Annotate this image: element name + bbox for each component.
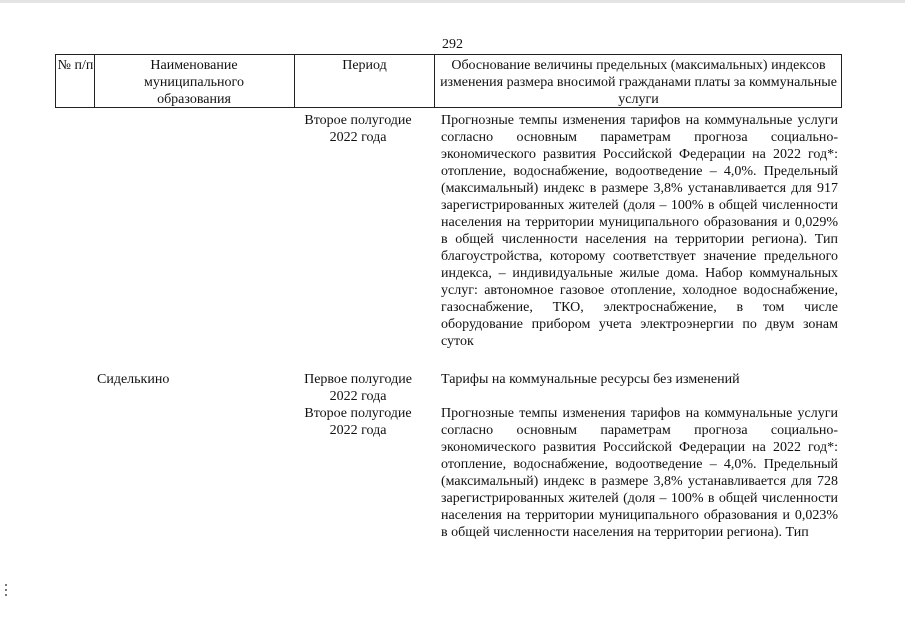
scan-artifact (4, 582, 8, 606)
row-1-period: Второе полугодие 2022 года (304, 113, 412, 145)
scan-edge (0, 0, 905, 3)
column-divider (94, 55, 95, 107)
row-3-justification: Прогнозные темпы изменения тарифов на коммунальные услуги согласно основным параметрам прогноза социально-экономического развития Российской Федерации на 2022 год*: отопление, водоснабжение, водоотведение – 4,0%. Предельный (максимальный) индекс в размере 3,8% устанавливается для 728 зарегистрированных жителей (доля – 100% в общей численности населения на территории муниципального образования и 0,023% в общей численности населения на территории региона). Тип (441, 406, 838, 540)
row-2-justification: Тарифы на коммунальные ресурсы без изменений (441, 372, 740, 387)
header-period: Период (342, 58, 387, 73)
row-1-justification: Прогнозные темпы изменения тарифов на коммунальные услуги согласно основным параметрам прогноза социально-экономического развития Российской Федерации на 2022 год*: отопление, водоснабжение, водоотведение – 4,0%. Предельный (максимальный) индекс в размере 3,8% устанавливается для 917 зарегистрированных жителей (доля – 100% в общей численности населения на территории муниципального образования и 0,029% в общей численности населения на территории региона). Тип благоустройства, которому соответствует значение предельного индекса, – индивидуальные жилые дома. Набор коммунальных услуг: автономное газовое отопление, холодное водоснабжение, газоснабжение, ТКО, электроснабжение, в том числе оборудование прибором учета электроэнергии по двум зонам суток (441, 113, 838, 349)
header-number: № п/п (57, 58, 94, 73)
table-header (55, 54, 842, 108)
header-justification: Обоснование величины предельных (максимальных) индексов изменения размера вносимой гражданами платы за коммунальные услуги (440, 58, 837, 107)
header-municipality: Наименование муниципального образования (144, 58, 244, 107)
row-2-municipality: Сиделькино (97, 372, 170, 387)
page-number: 292 (442, 37, 463, 52)
row-3-period: Второе полугодие 2022 года (304, 406, 412, 438)
row-2-period: Первое полугодие 2022 года (304, 372, 412, 404)
column-divider (434, 55, 435, 107)
